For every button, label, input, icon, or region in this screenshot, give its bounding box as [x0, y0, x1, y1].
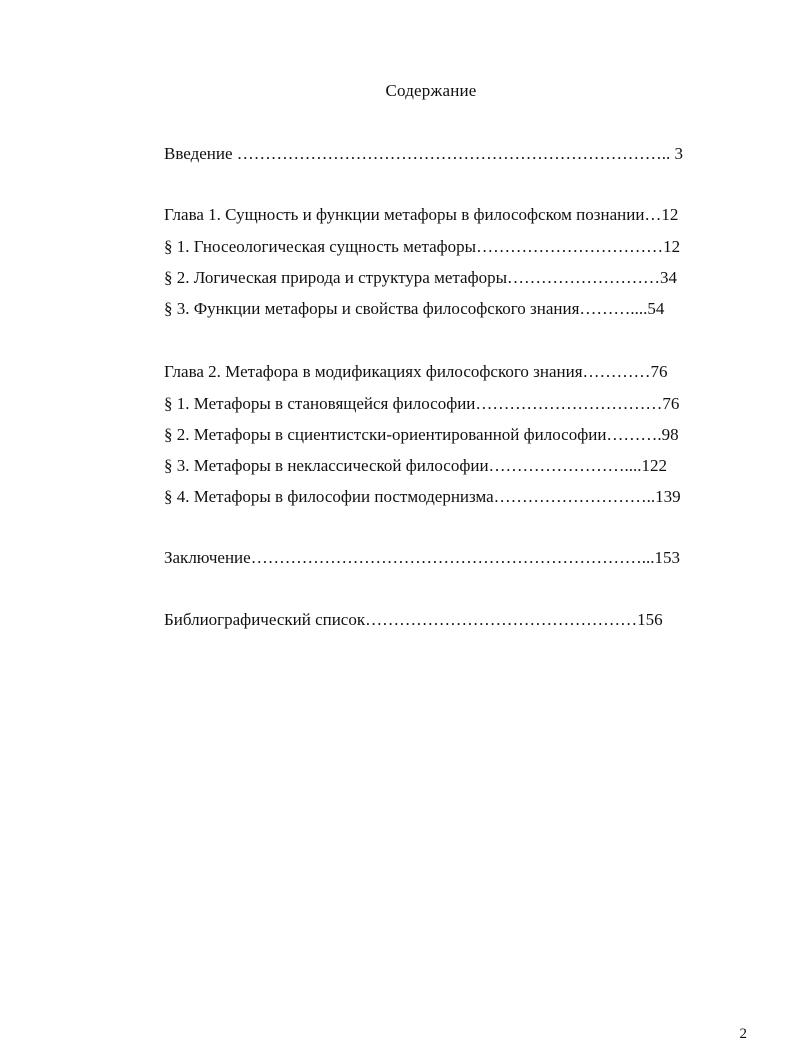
toc-entry-introduction: Введение ………………………………………………………………….. 3 — [164, 144, 684, 163]
toc-entry-conclusion: Заключение……………………………………………………………...153 — [164, 548, 680, 567]
toc-entry-ch2-section-3: § 3. Метафоры в неклассической философии……………………....122 — [164, 456, 668, 475]
page-number: 2 — [739, 1026, 747, 1042]
toc-entry-chapter-2: Глава 2. Метафора в модификациях философского знания…………76 — [164, 362, 668, 381]
toc-entry-ch2-section-2: § 2. Метафоры в сциентистски-ориентированной философии……….98 — [164, 425, 679, 444]
toc-entry-chapter-1: Глава 1. Сущность и функции метафоры в философском познании…12 — [164, 205, 679, 224]
toc-entry-ch1-section-3: § 3. Функции метафоры и свойства философского знания………....54 — [164, 299, 665, 318]
toc-entry-ch1-section-2: § 2. Логическая природа и структура метафоры………………………34 — [164, 268, 678, 287]
toc-entry-ch1-section-1: § 1. Гносеологическая сущность метафоры……………………………12 — [164, 237, 681, 256]
page-title: Содержание — [385, 81, 477, 100]
toc-entry-ch2-section-1: § 1. Метафоры в становящейся философии……………………………76 — [164, 394, 680, 413]
toc-entry-ch2-section-4: § 4. Метафоры в философии постмодернизма………………………..139 — [164, 487, 681, 506]
toc-entry-bibliography: Библиографический список…………………………………………156 — [164, 610, 663, 629]
